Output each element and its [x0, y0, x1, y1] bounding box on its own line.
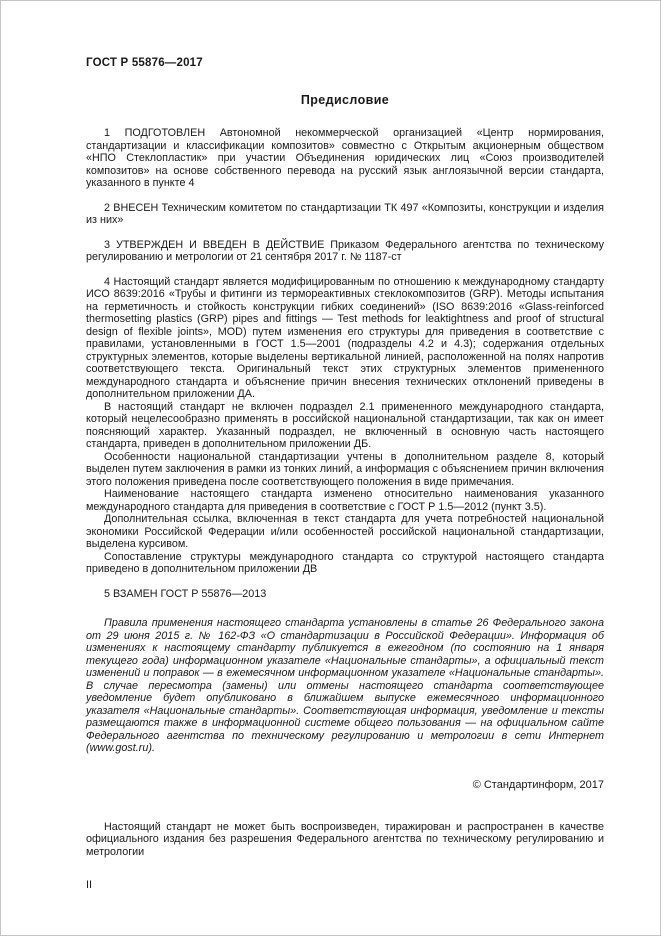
- copyright-line: © Стандартинформ, 2017: [472, 778, 604, 791]
- clause-4-additional-reference: Дополнительная ссылка, включенная в текст стандарта для учета потребностей национальной экономики Российской Федерации и/или особенностей российской национальной стандартизации, выделена курсивом.: [86, 513, 604, 550]
- clause-4-excluded-subclause: В настоящий стандарт не включен подраздел 2.1 примененного международного стандарта, который нецелесообразно применять в российской национальной стандартизации, так как он имеет поясняющий характер. Указанный подраздел, не включенный в основную часть настоящего стандарта, приведен в дополнительном приложении ДБ.: [86, 400, 604, 450]
- clause-4-title-changed: Наименование настоящего стандарта изменено относительно наименования указанного международного стандарта для приведения в соответствие с ГОСТ Р 1.5—2012 (пункт 3.5).: [86, 488, 604, 513]
- clause-4-national-features: Особенности национальной стандартизации учтены в дополнительном разделе 8, который выделен путем заключения в рамки из тонких линий, а информация с объяснением причин включения этого положения приведена после соответствующего положения в виде примечания.: [86, 450, 604, 488]
- clause-5-replaces: 5 ВЗАМЕН ГОСТ Р 55876—2013: [104, 587, 267, 600]
- page-number: II: [86, 879, 93, 891]
- document-number: ГОСТ Р 55876—2017: [86, 57, 203, 69]
- clause-1-prepared: 1 ПОДГОТОВЛЕН Автономной некоммерческой организацией «Центр нормирования, стандартизации и классификации композитов» совместно с Открытым акционерным обществом «НПО Стеклопластик» при участии Объединения юридических лиц «Союз производителей композитов» на основе собственного перевода на русский язык англоязычной версии стандарта, указанного в пункте 4: [86, 127, 604, 189]
- clause-4-structure-comparison: Сопоставление структуры международного стандарта со структурой настоящего стандарта приведено в дополнительном приложении ДВ: [86, 550, 604, 575]
- foreword-title: Предисловие: [300, 93, 390, 107]
- clause-2-submitted: 2 ВНЕСЕН Техническим комитетом по стандартизации ТК 497 «Композиты, конструкции и изделия из них»: [86, 201, 604, 226]
- application-rules-note: Правила применения настоящего стандарта установлены в статье 26 Федерального закона от 29 июня 2015 г. № 162-ФЗ «О стандартизации в Российской Федерации». Информация об изменениях к настоящему стандарту публикуется в ежегодном (по состоянию на 1 января текущего года) информационном указателе «Национальные стандарты», а официальный текст изменений и поправок — в ежемесячном информационном указателе «Национальные стандарты». В случае пересмотра (замены) или отмены настоящего стандарта соответствующее уведомление будет опубликовано в ближайшем выпуске ежемесячного информационного указателя «Национальные стандарты». Соответствующая информация, уведомление и тексты размещаются также в информационной системе общего пользования — на официальном сайте Федерального агентства по техническому регулированию и метрологии в сети Интернет (www.gost.ru).: [86, 617, 604, 754]
- clause-3-approved: 3 УТВЕРЖДЕН И ВВЕДЕН В ДЕЙСТВИЕ Приказом Федерального агентства по техническому регулированию и метрологии от 21 сентября 2017 г. № 1187-ст: [86, 238, 604, 263]
- reproduction-notice: Настоящий стандарт не может быть воспроизведен, тиражирован и распространен в качестве официального издания без разрешения Федерального агентства по техническому регулированию и метрологии: [86, 820, 604, 858]
- clause-4-modified-standard: 4 Настоящий стандарт является модифицированным по отношению к международному стандарту ИСО 8639:2016 «Трубы и фитинги из термореактивных стеклокомпозитов (GRP). Методы испытания на герметичность и стойкость конструкции гибких соединений» (ISO 8639:2016 «Glass-reinforced thermosetting plastics (GRP) pipes and fittings — Test methods for leaktightness and proof of structural design of flexible joints», MOD) путем изменения его структуры для приведения в соответствие с правилами, установленными в ГОСТ 1.5—2001 (подразделы 4.2 и 4.3); содержания отдельных структурных элементов, которые выделены вертикальной линией, расположенной на полях напротив соответствующего текста. Оригинальный текст этих структурных элементов примененного международного стандарта и объяснение причин внесения технических отклонений приведены в дополнительном приложении ДА.: [86, 275, 604, 400]
